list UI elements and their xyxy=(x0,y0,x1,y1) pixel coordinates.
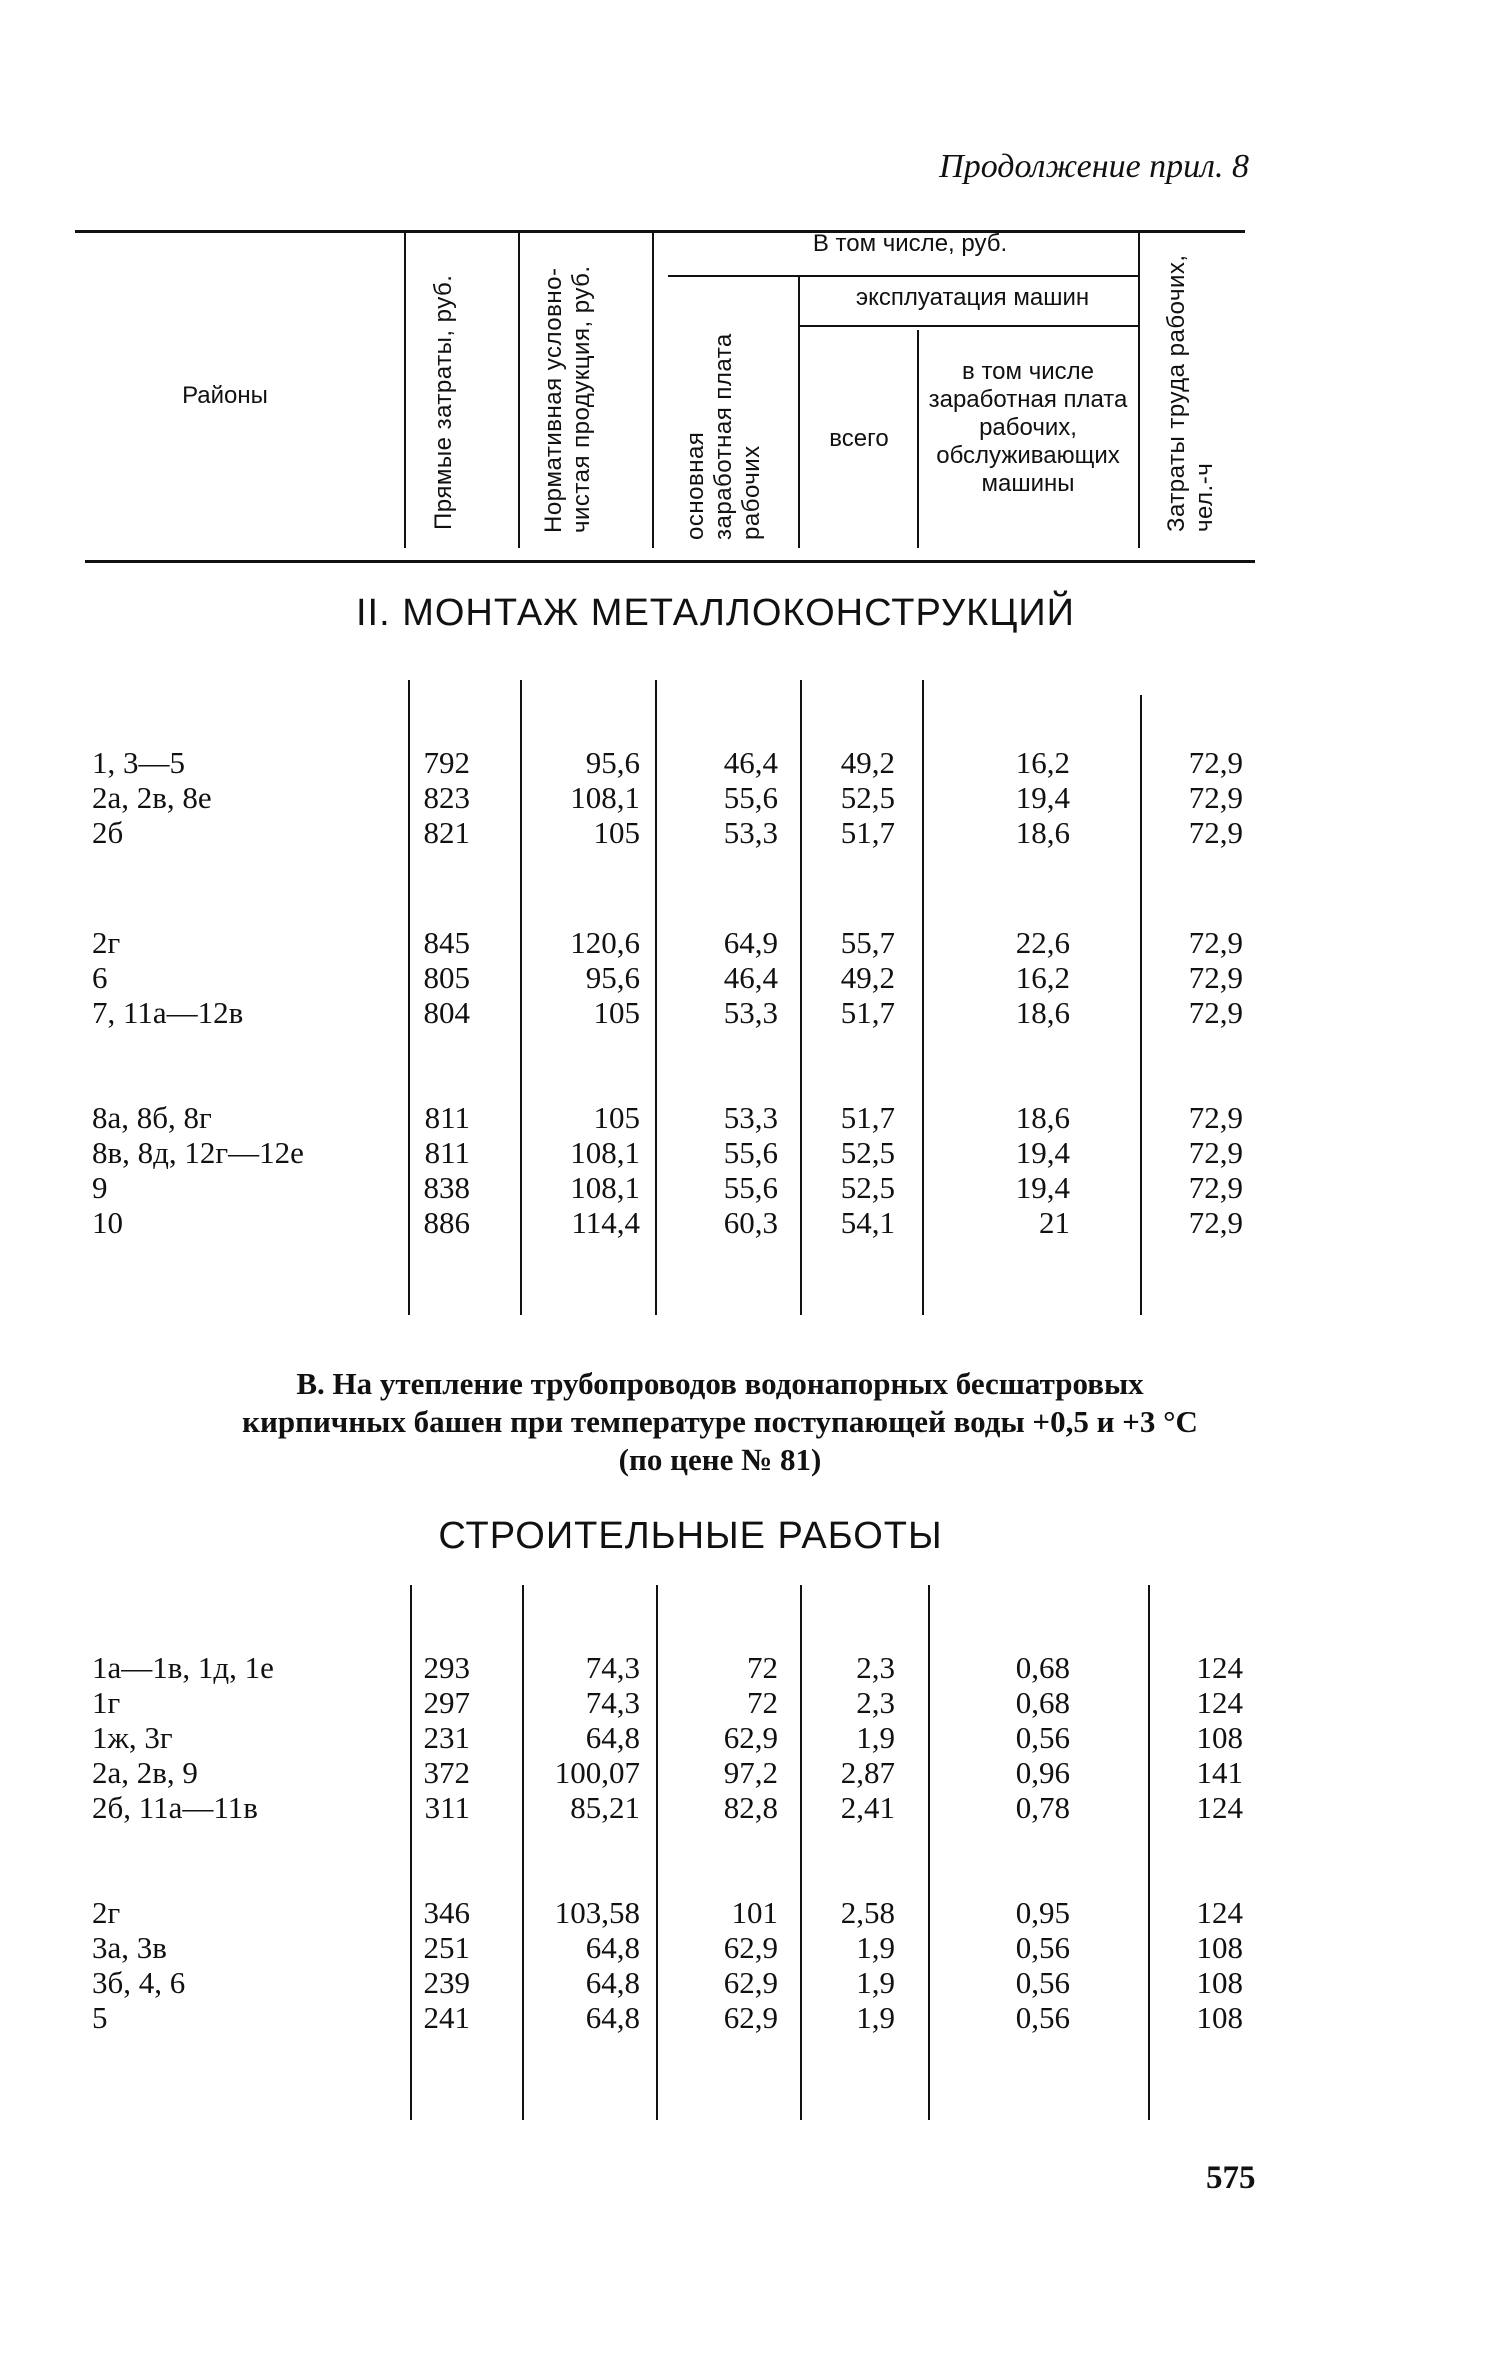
value-cell: 19,4 xyxy=(1015,780,1070,815)
page-number: 575 xyxy=(1206,2160,1256,2196)
value-cell: 838 xyxy=(423,1170,470,1205)
table-row xyxy=(0,1965,1511,2001)
value-cell: 372 xyxy=(423,1755,470,1790)
value-cell: 108,1 xyxy=(570,780,640,815)
value-cell: 49,2 xyxy=(840,745,895,780)
region-cell: 6 xyxy=(92,960,108,995)
header-labor-costs: Затраты труда рабочих, чел.-ч xyxy=(1163,254,1218,532)
value-cell: 105 xyxy=(593,815,640,850)
value-cell: 1,9 xyxy=(856,2000,895,2035)
value-cell: 55,6 xyxy=(723,1170,778,1205)
header-vline-1 xyxy=(404,230,406,548)
value-cell: 100,07 xyxy=(554,1755,640,1790)
value-cell: 72,9 xyxy=(1188,780,1243,815)
header-including-group: В том числе, руб. xyxy=(812,230,1008,257)
value-cell: 108,1 xyxy=(570,1135,640,1170)
value-cell: 51,7 xyxy=(840,1100,895,1135)
value-cell: 55,7 xyxy=(840,925,895,960)
continuation-note: Продолжение прил. 8 xyxy=(939,148,1249,185)
value-cell: 55,6 xyxy=(723,780,778,815)
section2-title: СТРОИТЕЛЬНЫЕ РАБОТЫ xyxy=(438,1515,943,1557)
header-basic-wages: основная заработная плата рабочих xyxy=(682,333,765,540)
value-cell: 0,68 xyxy=(1015,1685,1070,1720)
value-cell: 72,9 xyxy=(1188,745,1243,780)
table-row xyxy=(0,995,1511,1031)
value-cell: 52,5 xyxy=(840,780,895,815)
machines-group-rule xyxy=(800,325,1140,327)
value-cell: 18,6 xyxy=(1015,1100,1070,1135)
value-cell: 1,9 xyxy=(856,1720,895,1755)
section-b-line2: кирпичных башен при температуре поступающей воды +0,5 и +3 °С xyxy=(242,1404,1198,1439)
table-row xyxy=(0,1790,1511,1826)
header-vline-4 xyxy=(798,275,800,548)
table-row xyxy=(0,1685,1511,1721)
value-cell: 311 xyxy=(424,1790,470,1825)
value-cell: 51,7 xyxy=(840,815,895,850)
value-cell: 46,4 xyxy=(723,745,778,780)
value-cell: 62,9 xyxy=(723,1720,778,1755)
value-cell: 231 xyxy=(423,1720,470,1755)
value-cell: 16,2 xyxy=(1015,960,1070,995)
region-cell: 7, 11а—12в xyxy=(92,995,244,1030)
value-cell: 82,8 xyxy=(723,1790,778,1825)
value-cell: 0,56 xyxy=(1015,1930,1070,1965)
region-cell: 8в, 8д, 12г—12е xyxy=(92,1135,304,1170)
value-cell: 1,9 xyxy=(856,1930,895,1965)
value-cell: 54,1 xyxy=(840,1205,895,1240)
value-cell: 105 xyxy=(593,995,640,1030)
table-row xyxy=(0,1205,1511,1241)
value-cell: 792 xyxy=(423,745,470,780)
value-cell: 46,4 xyxy=(723,960,778,995)
value-cell: 2,58 xyxy=(840,1895,895,1930)
value-cell: 0,56 xyxy=(1015,1720,1070,1755)
value-cell: 2,41 xyxy=(840,1790,895,1825)
region-cell: 1ж, 3г xyxy=(92,1720,173,1755)
value-cell: 108 xyxy=(1196,1965,1243,2000)
value-cell: 64,8 xyxy=(585,1965,640,2000)
value-cell: 239 xyxy=(423,1965,470,2000)
section-b-line3: (по цене № 81) xyxy=(618,1442,822,1477)
region-cell: 3а, 3в xyxy=(92,1930,167,1965)
value-cell: 120,6 xyxy=(570,925,640,960)
value-cell: 293 xyxy=(423,1650,470,1685)
table-row xyxy=(0,1930,1511,1966)
value-cell: 811 xyxy=(424,1100,470,1135)
value-cell: 64,8 xyxy=(585,2000,640,2035)
value-cell: 64,9 xyxy=(723,925,778,960)
value-cell: 72,9 xyxy=(1188,1100,1243,1135)
table-row xyxy=(0,1720,1511,1756)
value-cell: 2,3 xyxy=(856,1685,895,1720)
value-cell: 52,5 xyxy=(840,1135,895,1170)
value-cell: 108 xyxy=(1196,1930,1243,1965)
value-cell: 124 xyxy=(1196,1650,1243,1685)
value-cell: 811 xyxy=(424,1135,470,1170)
value-cell: 845 xyxy=(423,925,470,960)
value-cell: 1,9 xyxy=(856,1965,895,2000)
header-machines-group: эксплуатация машин xyxy=(855,284,1090,311)
header-vline-5 xyxy=(917,330,919,548)
header-vline-2 xyxy=(518,230,520,548)
value-cell: 241 xyxy=(423,2000,470,2035)
value-cell: 72,9 xyxy=(1188,815,1243,850)
header-vline-6 xyxy=(1138,230,1140,548)
value-cell: 97,2 xyxy=(723,1755,778,1790)
value-cell: 114,4 xyxy=(571,1205,640,1240)
value-cell: 124 xyxy=(1196,1895,1243,1930)
value-cell: 64,8 xyxy=(585,1930,640,1965)
value-cell: 124 xyxy=(1196,1790,1243,1825)
value-cell: 72,9 xyxy=(1188,1205,1243,1240)
header-regions: Районы xyxy=(182,382,268,409)
table-row xyxy=(0,745,1511,781)
value-cell: 53,3 xyxy=(723,815,778,850)
value-cell: 0,56 xyxy=(1015,2000,1070,2035)
table-row xyxy=(0,1755,1511,1791)
value-cell: 141 xyxy=(1196,1755,1243,1790)
value-cell: 55,6 xyxy=(723,1135,778,1170)
header-machines-total: всего xyxy=(829,425,889,452)
region-cell: 3б, 4, 6 xyxy=(92,1965,186,2000)
value-cell: 95,6 xyxy=(585,745,640,780)
header-vline-3 xyxy=(652,230,654,548)
value-cell: 62,9 xyxy=(723,1965,778,2000)
value-cell: 72 xyxy=(747,1685,778,1720)
value-cell: 805 xyxy=(423,960,470,995)
value-cell: 108 xyxy=(1196,1720,1243,1755)
value-cell: 72,9 xyxy=(1188,960,1243,995)
value-cell: 19,4 xyxy=(1015,1170,1070,1205)
region-cell: 8а, 8б, 8г xyxy=(92,1100,212,1135)
value-cell: 886 xyxy=(423,1205,470,1240)
value-cell: 804 xyxy=(423,995,470,1030)
value-cell: 72,9 xyxy=(1188,1135,1243,1170)
value-cell: 108 xyxy=(1196,2000,1243,2035)
region-cell: 2г xyxy=(92,925,121,960)
header-direct-costs: Прямые затраты, руб. xyxy=(430,274,457,530)
value-cell: 52,5 xyxy=(840,1170,895,1205)
value-cell: 22,6 xyxy=(1015,925,1070,960)
table-row xyxy=(0,925,1511,961)
header-normative: Нормативная условно-чистая продукция, руб. xyxy=(540,265,595,533)
value-cell: 72,9 xyxy=(1188,925,1243,960)
value-cell: 821 xyxy=(423,815,470,850)
value-cell: 0,95 xyxy=(1015,1895,1070,1930)
value-cell: 0,78 xyxy=(1015,1790,1070,1825)
value-cell: 0,96 xyxy=(1015,1755,1070,1790)
region-cell: 2а, 2в, 9 xyxy=(92,1755,198,1790)
region-cell: 1г xyxy=(92,1685,121,1720)
region-cell: 1, 3—5 xyxy=(92,745,185,780)
value-cell: 64,8 xyxy=(585,1720,640,1755)
value-cell: 0,56 xyxy=(1015,1965,1070,2000)
table-row xyxy=(0,815,1511,851)
value-cell: 101 xyxy=(731,1895,778,1930)
value-cell: 18,6 xyxy=(1015,815,1070,850)
table-row xyxy=(0,2000,1511,2036)
value-cell: 823 xyxy=(423,780,470,815)
value-cell: 74,3 xyxy=(585,1650,640,1685)
value-cell: 251 xyxy=(423,1930,470,1965)
value-cell: 72,9 xyxy=(1188,995,1243,1030)
value-cell: 16,2 xyxy=(1015,745,1070,780)
value-cell: 21 xyxy=(1039,1205,1070,1240)
value-cell: 85,21 xyxy=(570,1790,640,1825)
value-cell: 72 xyxy=(747,1650,778,1685)
value-cell: 297 xyxy=(423,1685,470,1720)
table-row xyxy=(0,960,1511,996)
value-cell: 72,9 xyxy=(1188,1170,1243,1205)
header-machine-wages: в том числе заработная плата рабочих, обслуживающих машины xyxy=(928,358,1128,497)
value-cell: 95,6 xyxy=(585,960,640,995)
value-cell: 108,1 xyxy=(570,1170,640,1205)
including-group-rule xyxy=(668,275,1140,277)
table-row xyxy=(0,1100,1511,1136)
region-cell: 2б, 11а—11в xyxy=(92,1790,258,1825)
value-cell: 62,9 xyxy=(723,2000,778,2035)
table-row xyxy=(0,780,1511,816)
section-b-line1: В. На утепление трубопроводов водонапорных бесшатровых xyxy=(296,1366,1144,1401)
value-cell: 74,3 xyxy=(585,1685,640,1720)
value-cell: 18,6 xyxy=(1015,995,1070,1030)
table-row xyxy=(0,1170,1511,1206)
value-cell: 2,3 xyxy=(856,1650,895,1685)
value-cell: 53,3 xyxy=(723,995,778,1030)
header-bottom-rule xyxy=(85,560,1255,563)
table-row xyxy=(0,1650,1511,1686)
value-cell: 346 xyxy=(423,1895,470,1930)
region-cell: 2б xyxy=(92,815,124,850)
value-cell: 49,2 xyxy=(840,960,895,995)
section1-title: II. МОНТАЖ МЕТАЛЛОКОНСТРУКЦИЙ xyxy=(355,592,1075,634)
region-cell: 1а—1в, 1д, 1е xyxy=(92,1650,274,1685)
region-cell: 5 xyxy=(92,2000,108,2035)
region-cell: 9 xyxy=(92,1170,108,1205)
table-row xyxy=(0,1895,1511,1931)
value-cell: 19,4 xyxy=(1015,1135,1070,1170)
value-cell: 124 xyxy=(1196,1685,1243,1720)
value-cell: 53,3 xyxy=(723,1100,778,1135)
value-cell: 103,58 xyxy=(554,1895,640,1930)
region-cell: 2г xyxy=(92,1895,121,1930)
value-cell: 60,3 xyxy=(723,1205,778,1240)
value-cell: 2,87 xyxy=(840,1755,895,1790)
region-cell: 10 xyxy=(92,1205,123,1240)
table-row xyxy=(0,1135,1511,1171)
value-cell: 0,68 xyxy=(1015,1650,1070,1685)
value-cell: 51,7 xyxy=(840,995,895,1030)
region-cell: 2а, 2в, 8е xyxy=(92,780,212,815)
value-cell: 62,9 xyxy=(723,1930,778,1965)
value-cell: 105 xyxy=(593,1100,640,1135)
